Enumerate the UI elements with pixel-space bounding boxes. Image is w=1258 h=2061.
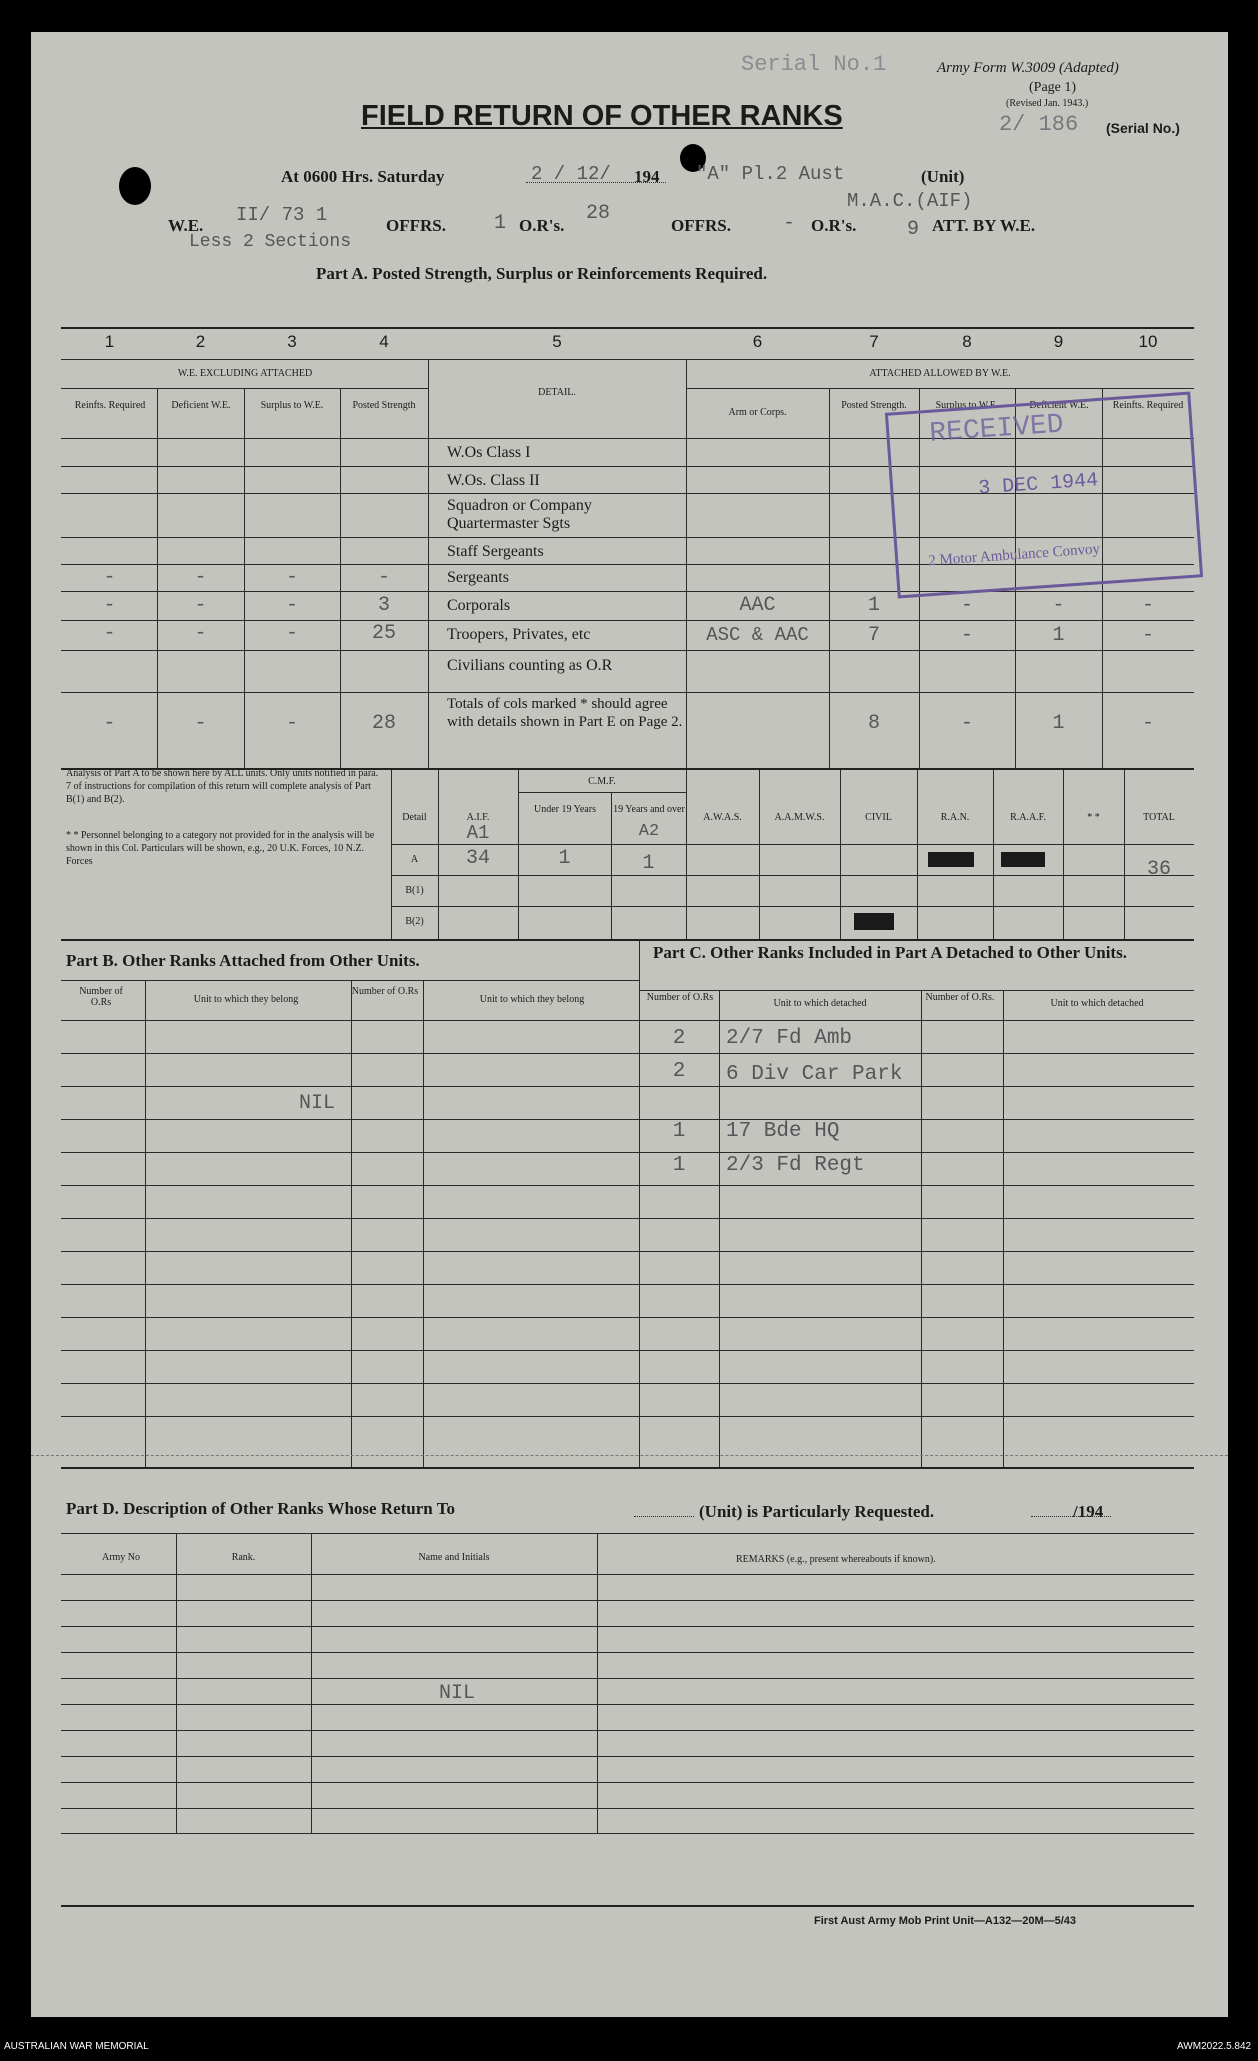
- col-number: 1: [104, 332, 115, 351]
- punch-hole: [119, 167, 151, 205]
- we-label: W.E.: [168, 216, 204, 235]
- printer-imprint: First Aust Army Mob Print Unit—A132—20M—5/43: [814, 1915, 1077, 1927]
- analysis-other: * *: [1087, 812, 1100, 823]
- part-d-h-name: Name and Initials: [418, 1552, 490, 1563]
- col-number: 10: [1138, 332, 1158, 351]
- stamp-date: 3 DEC 1944: [977, 469, 1099, 501]
- head-surplus2: Surplus to W.E.: [935, 400, 999, 411]
- detail-wo1: W.Os Class I: [447, 444, 531, 461]
- analysis-note: Analysis of Part A to be shown here by ALL units. Only units notified in para. 7 of instructions for compilation of this return will complete analysis of Part B(1) and B(2).: [66, 768, 379, 805]
- ors-typed: 28: [586, 202, 611, 225]
- detail-civ: Civilians counting as O.R: [447, 657, 613, 674]
- detail-totals: Totals of cols marked * should agree with details shown in Part E on Page 2.: [447, 696, 683, 730]
- part-d-title-mid: (Unit) is Particularly Requested.: [699, 1502, 935, 1521]
- part-d-h-army: Army No: [101, 1552, 141, 1563]
- part-c-unit: 6 Div Car Park: [726, 1063, 903, 1086]
- part-d-h-remarks: REMARKS (e.g., present whereabouts if known).: [736, 1554, 936, 1565]
- part-c-n: 2: [672, 1027, 686, 1050]
- redaction: [928, 852, 974, 867]
- part-c-unit: 17 Bde HQ: [726, 1120, 840, 1143]
- we-group-head: W.E. EXCLUDING ATTACHED: [177, 368, 313, 379]
- analysis-detail-head: Detail: [402, 812, 427, 823]
- page-title: FIELD RETURN OF OTHER RANKS: [361, 100, 843, 132]
- stamp-received: RECEIVED: [928, 409, 1065, 450]
- part-b-title: Part B. Other Ranks Attached from Other Units.: [66, 951, 420, 970]
- analysis-row-a: A: [410, 854, 419, 865]
- detail-wo2: W.Os. Class II: [447, 472, 540, 489]
- analysis-raaf: R.A.A.F.: [1010, 812, 1046, 823]
- col-number: 3: [287, 332, 297, 351]
- offrs-typed: 1: [494, 212, 507, 235]
- stamp-unit: 2 Motor Ambulance Convoy: [927, 541, 1101, 570]
- detail-sgt: Sergeants: [447, 569, 509, 586]
- part-c-h-unit2: Unit to which detached: [1050, 998, 1144, 1009]
- part-b-nil: NIL: [299, 1092, 336, 1115]
- analysis-note-other: * * Personnel belonging to a category not provided for in the analysis will be shown in this Col. Particulars will be shown, e.g., 20 U.K. Forces, 10 N.Z. Forces: [66, 830, 375, 867]
- unit2-typed: M.A.C.(AIF): [847, 190, 973, 212]
- head-reinfts2: Reinfts. Required: [1112, 400, 1184, 411]
- col-number: 8: [962, 332, 972, 351]
- part-c-unit: 2/7 Fd Amb: [726, 1027, 853, 1050]
- part-b-h-unit2: Unit to which they belong: [479, 994, 585, 1005]
- year-label: 194: [634, 167, 660, 186]
- date-typed: 2 / 12/: [531, 163, 611, 185]
- ors-label: O.R's.: [519, 216, 565, 235]
- head-posted2: Posted Strength.: [841, 400, 907, 411]
- head-posted: Posted Strength: [352, 400, 416, 411]
- analysis-cmf-head: C.M.F.: [588, 776, 616, 787]
- part-c-h-unit: Unit to which detached: [773, 998, 867, 1009]
- analysis-under19: Under 19 Years: [534, 804, 596, 815]
- offrs2-label: OFFRS.: [671, 216, 731, 235]
- detail-ssgt: Staff Sergeants: [447, 543, 544, 560]
- head-reinfts: Reinfts. Required: [74, 400, 146, 411]
- col-number: 4: [379, 332, 389, 351]
- col-number: 7: [869, 332, 879, 351]
- detail-pte: Troopers, Privates, etc: [447, 626, 591, 643]
- part-d-dots: [634, 1516, 694, 1517]
- unit-label: (Unit): [921, 167, 965, 186]
- analysis-awas: A.W.A.S.: [703, 812, 742, 823]
- part-d-nil: NIL: [439, 1682, 476, 1705]
- over-typed: A2: [638, 822, 660, 841]
- less-typed: Less 2 Sections: [189, 232, 352, 252]
- analysis-total: TOTAL: [1143, 812, 1175, 823]
- part-a-title: Part A. Posted Strength, Surplus or Reinforcements Required.: [316, 264, 768, 283]
- form-paper: Serial No.1 Army Form W.3009 (Adapted) (Page 1) (Revised Jan. 1943.) 2/ 186 (Serial No.) FIELD RETURN OF OTHER RANKS At 0600 Hrs. Saturday 2 / 12/ 194 "A" Pl.2 Aust (Unit) W.E. II/ 73 1 OFFRS. 1 O.R's. 28 OFFRS. - O.R's. 9 M.A.C.(AIF) ATT. BY W.E. Less 2 Sections Part A. Posted Strength, Surplus or Reinforcements Required. 1 2 3 4 5 6 7 8 9 10 W.E. EXCLUDING ATTACHED ATTACHED ALLOWED BY W.E. Reinfts. Required Deficient W.E. Surplus to W.E. Posted Strength DETAIL. Arm or Corps. Posted Strength. Surplus to W.E. Deficient W.E. Reinfts. Required W.Os Class I W.Os. Class II Squadron or Company Quartermaster Sgts Staff Sergeants Sergeants - - - - Corporals - - - 3 AAC 1 - - - Troopers, Privates, etc - - - 25 ASC & AAC 7 - 1 - Civilians counting as O.R Totals of cols marked * should agree with details shown in Part E on Page 2. - - - 28 8 - 1 - RECEIVED 3 DEC 1944 2 Motor Ambulance Convoy Analysis of Part A to be shown here by ALL units. Only units notified in para. 7 of instructions for compilation of this return will complete analysis of Part B(1) and B(2). * * Personnel belonging to a category not provided for in the analysis will be shown in this Col. Particulars will be shown, e.g., 20 U.K. Forces, 10 N.Z. Forces Detail A.I.F. C.M.F. Under 19 Years 19 Years and over A.W.A.S. A.A.M.W.S. CIVIL R.A.N. R.A.A.F. * * TOTAL A B(1) B(2) A1 A2 34 1 1 36 Part B. Other Ranks Attached from Other Units. Part C. Other Ranks Included in Part A Detached to Other Units. Number of O.Rs Unit to which they belong Number of O.Rs Unit to which they belong Number of O.Rs Unit to which detached Number of O.Rs. Unit to which detached NIL 2 2/7 Fd Amb 2 6 Div Car Park 1 17 Bde HQ 1 2/3 Fd Regt Part D. Description of Other Ranks Whose Return To (Unit) is Particularly Requested. /194 Army No Rank. Name and Initials REMARKS (e.g., present whereabouts if known). NIL First Aust Army Mob Print Unit—A132—20M—5/43: [31, 32, 1228, 2017]
- analysis-a-aif: 34: [465, 847, 490, 870]
- at-time-label: At 0600 Hrs. Saturday: [281, 167, 445, 186]
- part-d-h-rank: Rank.: [231, 1552, 256, 1563]
- head-deficient: Deficient W.E.: [171, 400, 231, 411]
- att-label: ATT. BY W.E.: [932, 216, 1036, 235]
- col-number: 6: [752, 332, 763, 351]
- analysis-over19: 19 Years and over: [613, 804, 685, 815]
- analysis-a-over: 1: [642, 852, 655, 875]
- part-c-h-number2: Number of O.Rs.: [925, 992, 995, 1003]
- col-number: 5: [552, 332, 562, 351]
- we-typed: II/ 73 1: [236, 204, 328, 226]
- col-number: 9: [1053, 332, 1064, 351]
- unit-typed: "A" Pl.2 Aust: [696, 163, 845, 185]
- analysis-a-under: 1: [558, 847, 571, 870]
- aif-typed: A1: [466, 822, 490, 844]
- serial-no-label: (Serial No.): [1106, 120, 1180, 136]
- analysis-row-b2: B(2): [405, 916, 424, 927]
- att-group-head: ATTACHED ALLOWED BY W.E.: [869, 368, 1011, 379]
- footer-right: AWM2022.5.842: [1177, 2041, 1252, 2052]
- serial-no-typed: 2/ 186: [999, 112, 1079, 137]
- detail-cqms: Squadron or Company Quartermaster Sgts: [447, 497, 592, 532]
- col-number: 2: [195, 332, 206, 351]
- part-b-h-unit: Unit to which they belong: [193, 994, 299, 1005]
- head-detail: DETAIL.: [538, 387, 576, 398]
- analysis-civil: CIVIL: [865, 812, 892, 823]
- part-b-h-number2: Number of O.Rs: [351, 986, 419, 997]
- part-d-title-end: /194: [1073, 1502, 1104, 1521]
- army-form-label: Army Form W.3009 (Adapted): [937, 60, 1119, 76]
- detail-cpl: Corporals: [447, 597, 511, 614]
- part-c-unit: 2/3 Fd Regt: [726, 1154, 865, 1177]
- analysis-aif-head: A.I.F.: [466, 812, 490, 823]
- redaction: [1001, 852, 1045, 867]
- part-d-title: Part D. Description of Other Ranks Whose Return To: [66, 1499, 455, 1518]
- ors2-typed: 9: [907, 218, 920, 241]
- part-c-n: 1: [672, 1120, 686, 1143]
- received-stamp: [885, 392, 1203, 599]
- offrs2-typed: -: [783, 212, 796, 235]
- ors2-label: O.R's.: [811, 216, 857, 235]
- footer-left: AUSTRALIAN WAR MEMORIAL: [4, 2041, 149, 2052]
- part-c-n: 2: [672, 1060, 686, 1083]
- revised-label: (Revised Jan. 1943.): [1006, 98, 1089, 109]
- perforation: [31, 1455, 1228, 1456]
- analysis-a-total: 36: [1146, 858, 1171, 881]
- serial-typed: Serial No.1: [741, 52, 887, 77]
- analysis-ran: R.A.N.: [940, 812, 970, 823]
- head-deficient2: Deficient W.E.: [1029, 400, 1089, 411]
- part-c-n: 1: [672, 1154, 686, 1177]
- part-c-title: Part C. Other Ranks Included in Part A Detached to Other Units.: [653, 943, 1127, 962]
- head-arm: Arm or Corps.: [728, 407, 787, 418]
- analysis-row-b1: B(1): [405, 885, 424, 896]
- analysis-aamws: A.A.M.W.S.: [774, 812, 825, 823]
- head-surplus: Surplus to W.E.: [260, 400, 324, 411]
- redaction: [854, 913, 894, 930]
- page-label: (Page 1): [1029, 80, 1077, 95]
- part-c-h-number: Number of O.Rs: [646, 992, 714, 1003]
- part-b-h-number: Number of O.Rs: [79, 986, 123, 1008]
- offrs-label: OFFRS.: [386, 216, 446, 235]
